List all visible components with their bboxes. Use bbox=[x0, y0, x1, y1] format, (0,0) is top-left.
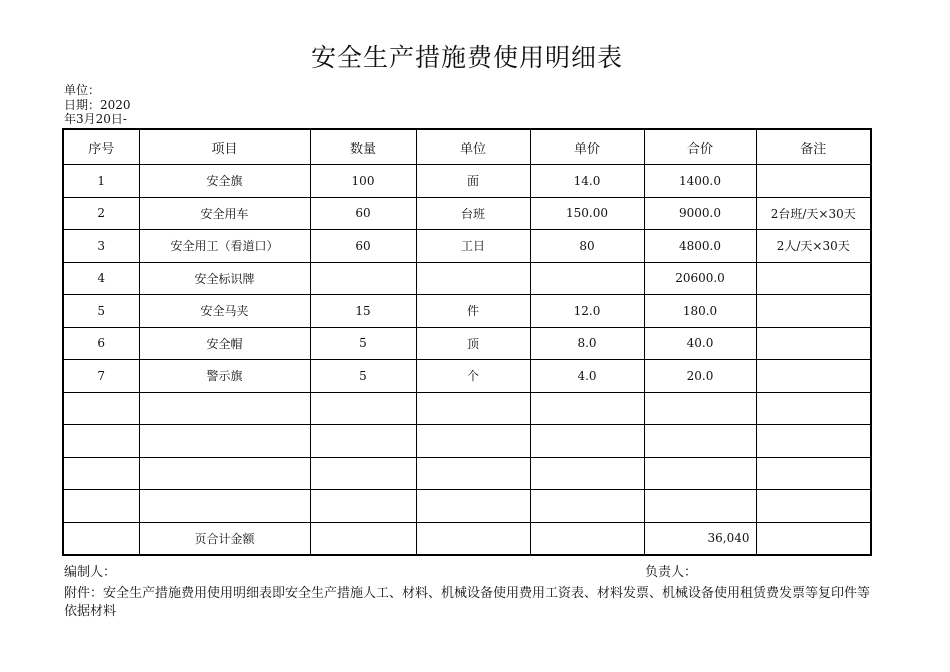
compiler-label: 编制人： bbox=[64, 565, 117, 580]
cell-unit bbox=[416, 457, 530, 490]
unit-label: 单位： bbox=[64, 83, 101, 97]
cell-remarks bbox=[756, 392, 871, 425]
cell-index: 7 bbox=[63, 360, 139, 393]
table-row bbox=[63, 360, 871, 393]
cell-quantity: 15 bbox=[310, 295, 416, 328]
cell-item bbox=[139, 392, 310, 425]
cell-unit bbox=[416, 262, 530, 295]
cell-unit-price bbox=[530, 425, 644, 458]
cell-item: 警示旗 bbox=[139, 360, 310, 393]
attachment-note: 附件：安全生产措施费用使用明细表即安全生产措施人工、材料、机械设备使用费用工资表、材料发票、机械设备使用租赁费发票等复印件等依据材料 bbox=[64, 586, 871, 619]
cell-unit: 工日 bbox=[416, 230, 530, 263]
cell-quantity bbox=[310, 457, 416, 490]
cell-unit: 台班 bbox=[416, 197, 530, 230]
table-row bbox=[63, 262, 871, 295]
cell-unit: 面 bbox=[416, 165, 530, 198]
cell-index: 2 bbox=[63, 197, 139, 230]
total-empty-cell bbox=[63, 522, 139, 555]
cell-item bbox=[139, 457, 310, 490]
cell-remarks bbox=[756, 165, 871, 198]
total-empty-cell bbox=[756, 522, 871, 555]
cell-quantity bbox=[310, 425, 416, 458]
table-row bbox=[63, 490, 871, 523]
cell-index: 6 bbox=[63, 327, 139, 360]
table-row bbox=[63, 165, 871, 198]
cell-total-price bbox=[644, 457, 756, 490]
cell-total-price bbox=[644, 392, 756, 425]
cell-total-price: 9000.0 bbox=[644, 197, 756, 230]
cell-index bbox=[63, 392, 139, 425]
cell-item: 安全旗 bbox=[139, 165, 310, 198]
cell-item bbox=[139, 490, 310, 523]
cell-remarks bbox=[756, 295, 871, 328]
cell-item: 安全帽 bbox=[139, 327, 310, 360]
total-empty-cell bbox=[416, 522, 530, 555]
cell-quantity: 60 bbox=[310, 197, 416, 230]
cell-unit-price bbox=[530, 392, 644, 425]
cell-total-price bbox=[644, 425, 756, 458]
cell-unit-price: 4.0 bbox=[530, 360, 644, 393]
cell-unit: 件 bbox=[416, 295, 530, 328]
total-row bbox=[63, 522, 871, 555]
cell-unit-price bbox=[530, 490, 644, 523]
table-row bbox=[63, 392, 871, 425]
cell-index: 4 bbox=[63, 262, 139, 295]
cell-unit-price bbox=[530, 457, 644, 490]
expense-detail-table bbox=[62, 128, 872, 556]
cell-remarks bbox=[756, 360, 871, 393]
cell-quantity: 60 bbox=[310, 230, 416, 263]
table-row bbox=[63, 457, 871, 490]
table-body bbox=[63, 165, 871, 556]
cell-unit: 顶 bbox=[416, 327, 530, 360]
cell-index: 1 bbox=[63, 165, 139, 198]
cell-unit-price: 8.0 bbox=[530, 327, 644, 360]
document-title: 安全生产措施费使用明细表 bbox=[310, 43, 623, 72]
table-header-row bbox=[63, 129, 871, 165]
cell-item: 安全用工（看道口） bbox=[139, 230, 310, 263]
cell-unit-price: 150.00 bbox=[530, 197, 644, 230]
cell-quantity bbox=[310, 262, 416, 295]
cell-remarks bbox=[756, 457, 871, 490]
cell-item: 安全标识牌 bbox=[139, 262, 310, 295]
cell-quantity: 5 bbox=[310, 327, 416, 360]
cell-unit-price: 80 bbox=[530, 230, 644, 263]
responsible-label: 负责人： bbox=[645, 565, 698, 580]
cell-index: 5 bbox=[63, 295, 139, 328]
cell-remarks bbox=[756, 327, 871, 360]
cell-unit bbox=[416, 392, 530, 425]
header-total-price: 合价 bbox=[644, 129, 756, 165]
cell-quantity: 5 bbox=[310, 360, 416, 393]
total-empty-cell bbox=[530, 522, 644, 555]
total-empty-cell bbox=[310, 522, 416, 555]
cell-total-price: 40.0 bbox=[644, 327, 756, 360]
cell-index bbox=[63, 490, 139, 523]
cell-quantity bbox=[310, 392, 416, 425]
cell-total-price: 20600.0 bbox=[644, 262, 756, 295]
cell-remarks: 2台班/天×30天 bbox=[756, 197, 871, 230]
cell-total-price: 180.0 bbox=[644, 295, 756, 328]
cell-index bbox=[63, 457, 139, 490]
total-value: 36,040 bbox=[644, 522, 756, 555]
total-label: 页合计金额 bbox=[139, 522, 310, 555]
cell-remarks bbox=[756, 425, 871, 458]
table-row bbox=[63, 295, 871, 328]
cell-quantity: 100 bbox=[310, 165, 416, 198]
cell-remarks bbox=[756, 262, 871, 295]
cell-item: 安全用车 bbox=[139, 197, 310, 230]
table-row bbox=[63, 197, 871, 230]
cell-item bbox=[139, 425, 310, 458]
header-unit-price: 单价 bbox=[530, 129, 644, 165]
cell-unit: 个 bbox=[416, 360, 530, 393]
cell-unit-price: 12.0 bbox=[530, 295, 644, 328]
header-unit: 单位 bbox=[416, 129, 530, 165]
cell-total-price: 1400.0 bbox=[644, 165, 756, 198]
date-label: 日期：2020年3月20日- bbox=[64, 98, 131, 126]
cell-quantity bbox=[310, 490, 416, 523]
cell-item: 安全马夹 bbox=[139, 295, 310, 328]
cell-remarks bbox=[756, 490, 871, 523]
header-index: 序号 bbox=[63, 129, 139, 165]
table-row bbox=[63, 425, 871, 458]
header-remarks: 备注 bbox=[756, 129, 871, 165]
header-item: 项目 bbox=[139, 129, 310, 165]
cell-total-price bbox=[644, 490, 756, 523]
header-quantity: 数量 bbox=[310, 129, 416, 165]
cell-total-price: 4800.0 bbox=[644, 230, 756, 263]
table-row bbox=[63, 230, 871, 263]
table-row bbox=[63, 327, 871, 360]
cell-unit-price bbox=[530, 262, 644, 295]
cell-total-price: 20.0 bbox=[644, 360, 756, 393]
cell-unit bbox=[416, 425, 530, 458]
cell-index bbox=[63, 425, 139, 458]
cell-remarks: 2人/天×30天 bbox=[756, 230, 871, 263]
cell-index: 3 bbox=[63, 230, 139, 263]
cell-unit bbox=[416, 490, 530, 523]
cell-unit-price: 14.0 bbox=[530, 165, 644, 198]
